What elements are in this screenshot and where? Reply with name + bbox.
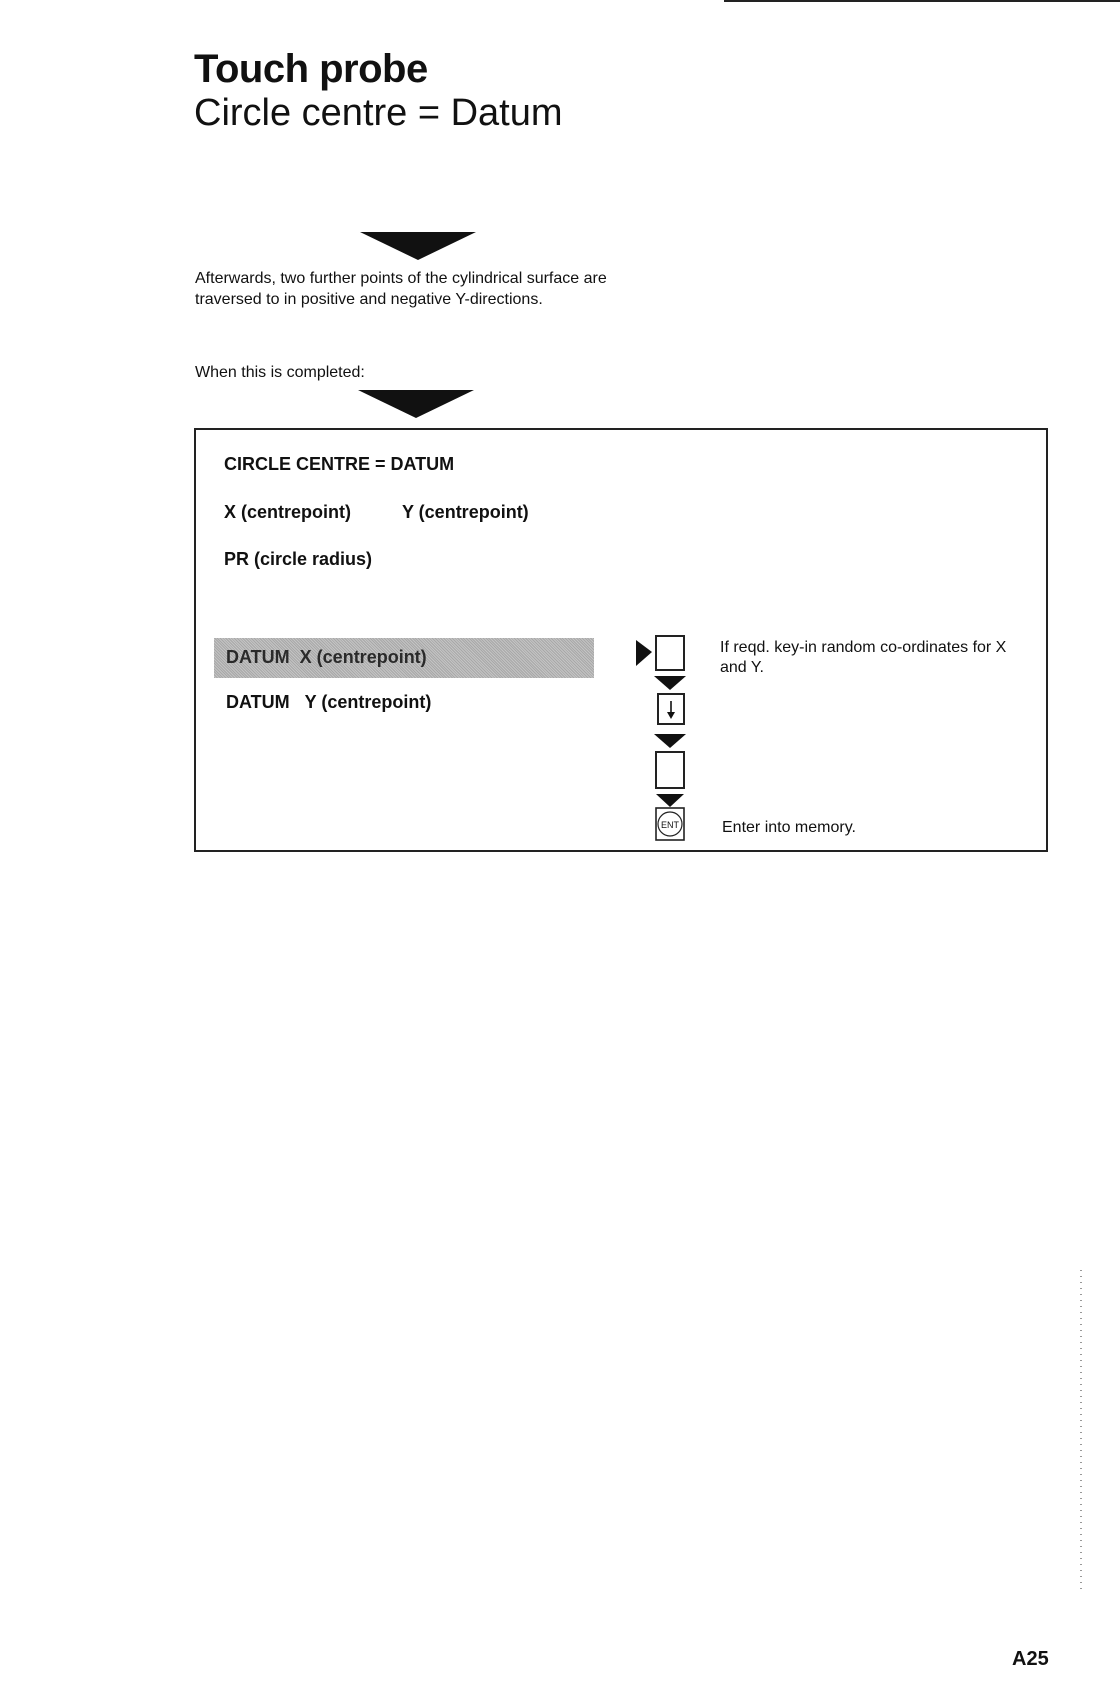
intro-paragraph: Afterwards, two further points of the cylindrical surface are traversed to in positive and negative Y-directions. xyxy=(195,270,607,308)
down-arrow-icon xyxy=(654,734,686,748)
datum-x-label: DATUM xyxy=(226,647,290,667)
page-subtitle: Circle centre = Datum xyxy=(194,92,563,134)
highlighted-datum-x-row xyxy=(214,638,594,678)
flow-arrow-icon xyxy=(360,232,476,262)
key-sequence xyxy=(634,634,694,844)
enter-note: Enter into memory. xyxy=(722,819,856,836)
empty-key-x xyxy=(656,636,684,670)
flow-arrow-icon xyxy=(358,390,474,420)
page-title: Touch probe xyxy=(194,47,428,91)
display-radius: PR (circle radius) xyxy=(224,549,373,569)
datum-x-text xyxy=(226,647,427,668)
keyin-note: If reqd. key-in random co-ordinates for X and Y. xyxy=(720,639,1007,676)
page-edge-marks xyxy=(1080,1270,1082,1590)
display-y-centrepoint: Y (centrepoint) xyxy=(402,502,529,522)
pointer-arrow-icon xyxy=(636,640,652,666)
display-x-centrepoint: X (centrepoint) xyxy=(224,502,352,522)
display-panel xyxy=(194,428,1048,852)
page-number: A25 xyxy=(1012,1648,1049,1670)
completed-text: When this is completed: xyxy=(195,364,365,381)
down-arrow-icon xyxy=(656,794,684,807)
down-arrow-icon xyxy=(654,676,686,690)
datum-y-label: DATUM xyxy=(226,692,290,712)
datum-y-row xyxy=(226,692,431,713)
header-rule xyxy=(724,0,1120,2)
empty-key-y xyxy=(656,752,684,788)
enter-key-label: ENT xyxy=(661,820,679,830)
datum-y-value: Y (centrepoint) xyxy=(304,692,432,712)
datum-x-value: X (centrepoint) xyxy=(299,647,427,667)
display-heading: CIRCLE CENTRE = DATUM xyxy=(224,454,455,474)
